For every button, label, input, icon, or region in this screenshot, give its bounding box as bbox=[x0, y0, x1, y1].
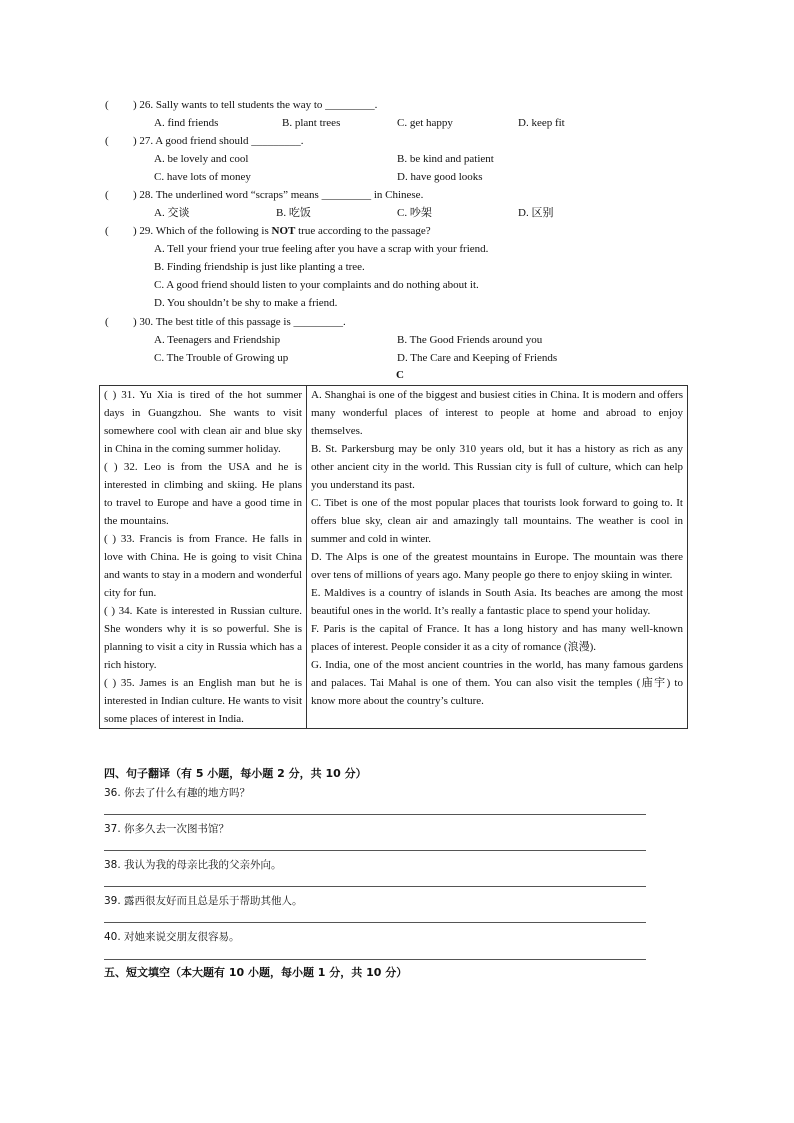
question-30 bbox=[105, 315, 346, 331]
places-column bbox=[307, 386, 688, 729]
option-c: C. get happy bbox=[397, 117, 453, 129]
option-d: D. have good looks bbox=[397, 171, 483, 183]
answer-paren[interactable]: ( bbox=[105, 135, 109, 147]
place-f: F. Paris is the capital of France. It has a long history and has many well-known places of interest. People consider it as a city of romance (浪漫). bbox=[311, 623, 683, 653]
question-stem: ) 26. Sally wants to tell students the way to _________. bbox=[133, 99, 378, 111]
section-5-title: 五、短文填空（本大题有 10 小题，每小题 1 分，共 10 分） bbox=[104, 966, 408, 979]
option-b: B. 吃饭 bbox=[276, 207, 311, 219]
question-stem: ) 30. The best title of this passage is _________. bbox=[133, 316, 346, 328]
option-c: C. The Trouble of Growing up bbox=[154, 352, 289, 364]
place-g: G. India, one of the most ancient countries in the world, has many famous gardens and palaces. Tai Mahal is one of them. You can also visit the temples (庙宇) to know more about the country’s culture. bbox=[311, 659, 683, 707]
answer-paren[interactable]: ( bbox=[105, 189, 109, 201]
person-32[interactable]: ( ) 32. Leo is from the USA and he is interested in climbing and skiing. He plans to travel to Europe and have a good time in the mountains. bbox=[104, 461, 302, 527]
person-34[interactable]: ( ) 34. Kate is interested in Russian culture. She wonders why it is so powerful. She is planning to visit a city in Russia which has a rich history. bbox=[104, 605, 302, 671]
question-27 bbox=[105, 134, 304, 150]
option-d: D. 区别 bbox=[518, 207, 554, 219]
option-d: D. You shouldn’t be shy to make a friend. bbox=[154, 297, 338, 309]
question-stem: ) 29. Which of the following is bbox=[133, 225, 272, 237]
answer-line-37[interactable] bbox=[104, 850, 646, 851]
question-28 bbox=[105, 188, 423, 204]
option-d: D. keep fit bbox=[518, 117, 565, 129]
answer-paren[interactable]: ( bbox=[105, 99, 109, 111]
matching-table bbox=[99, 385, 688, 729]
answer-paren[interactable]: ( bbox=[105, 316, 109, 328]
option-a: A. Teenagers and Friendship bbox=[154, 334, 281, 346]
section-4-title: 四、句子翻译（有 5 小题，每小题 2 分，共 10 分） bbox=[104, 767, 367, 780]
emphasis-not: NOT bbox=[271, 225, 296, 237]
option-c: C. have lots of money bbox=[154, 171, 251, 183]
question-stem: ) 27. A good friend should _________. bbox=[133, 135, 304, 147]
option-b: B. The Good Friends around you bbox=[397, 334, 543, 346]
option-d: D. The Care and Keeping of Friends bbox=[397, 352, 558, 364]
option-c: C. 吵架 bbox=[397, 207, 432, 219]
place-a: A. Shanghai is one of the biggest and busiest cities in China. It is modern and offers many wonderful places of interest to people at home and abroad to enjoy themselves. bbox=[311, 389, 683, 437]
answer-line-39[interactable] bbox=[104, 922, 646, 923]
people-column bbox=[100, 386, 307, 729]
translation-item-36: 36. 你去了什么有趣的地方吗？ bbox=[104, 787, 251, 799]
place-c: C. Tibet is one of the most popular places that tourists look forward to going to. It offers blue sky, clean air and amazingly tall mountains. The weather is cool in summer and cold in winter. bbox=[311, 497, 683, 545]
translation-item-38: 38. 我认为我的母亲比我的父亲外向。 bbox=[104, 859, 282, 871]
option-a: A. be lovely and cool bbox=[154, 153, 249, 165]
answer-paren[interactable]: ( bbox=[105, 225, 109, 237]
person-35[interactable]: ( ) 35. James is an English man but he is interested in Indian culture. He wants to visit some places of interest in India. bbox=[104, 677, 302, 725]
answer-line-36[interactable] bbox=[104, 814, 646, 815]
person-31[interactable]: ( ) 31. Yu Xia is tired of the hot summer days in Guangzhou. She wants to visit somewhere cool with clean air and blue sky in China in the coming summer holiday. bbox=[104, 389, 302, 455]
translation-item-37: 37. 你多久去一次图书馆？ bbox=[104, 823, 230, 835]
option-a: A. Tell your friend your true feeling after you have a scrap with your friend. bbox=[154, 243, 489, 255]
option-a: A. find friends bbox=[154, 117, 219, 129]
question-stem: ) 28. The underlined word “scraps” means _________ in Chinese. bbox=[133, 189, 424, 201]
place-b: B. St. Parkersburg may be only 310 years old, but it has a history as rich as any other ancient city in the world. This Russian city is full of culture, which can help you understand its past. bbox=[311, 443, 683, 491]
question-29 bbox=[105, 224, 431, 240]
question-stem-end: true according to the passage? bbox=[295, 225, 431, 237]
option-a: A. 交谈 bbox=[154, 207, 190, 219]
option-b: B. Finding friendship is just like planting a tree. bbox=[154, 261, 365, 273]
option-b: B. be kind and patient bbox=[397, 153, 494, 165]
place-d: D. The Alps is one of the greatest mountains in Europe. The mountain was there over tens of millions of years ago. Many people go there to enjoy skiing in winter. bbox=[311, 551, 683, 581]
answer-line-40[interactable] bbox=[104, 959, 646, 960]
place-e: E. Maldives is a country of islands in South Asia. Its beaches are among the most beautiful ones in the world. It’s really a fantastic place to spend your holiday. bbox=[311, 587, 683, 617]
answer-line-38[interactable] bbox=[104, 886, 646, 887]
section-c-heading: C bbox=[396, 369, 404, 381]
person-33[interactable]: ( ) 33. Francis is from France. He falls in love with China. He is going to visit China and wants to stay in a modern and wonderful city for fun. bbox=[104, 533, 302, 599]
question-26 bbox=[105, 98, 377, 114]
option-c: C. A good friend should listen to your complaints and do nothing about it. bbox=[154, 279, 479, 291]
translation-item-40: 40. 对她来说交朋友很容易。 bbox=[104, 931, 240, 943]
translation-item-39: 39. 露西很友好而且总是乐于帮助其他人。 bbox=[104, 895, 303, 907]
option-b: B. plant trees bbox=[282, 117, 341, 129]
